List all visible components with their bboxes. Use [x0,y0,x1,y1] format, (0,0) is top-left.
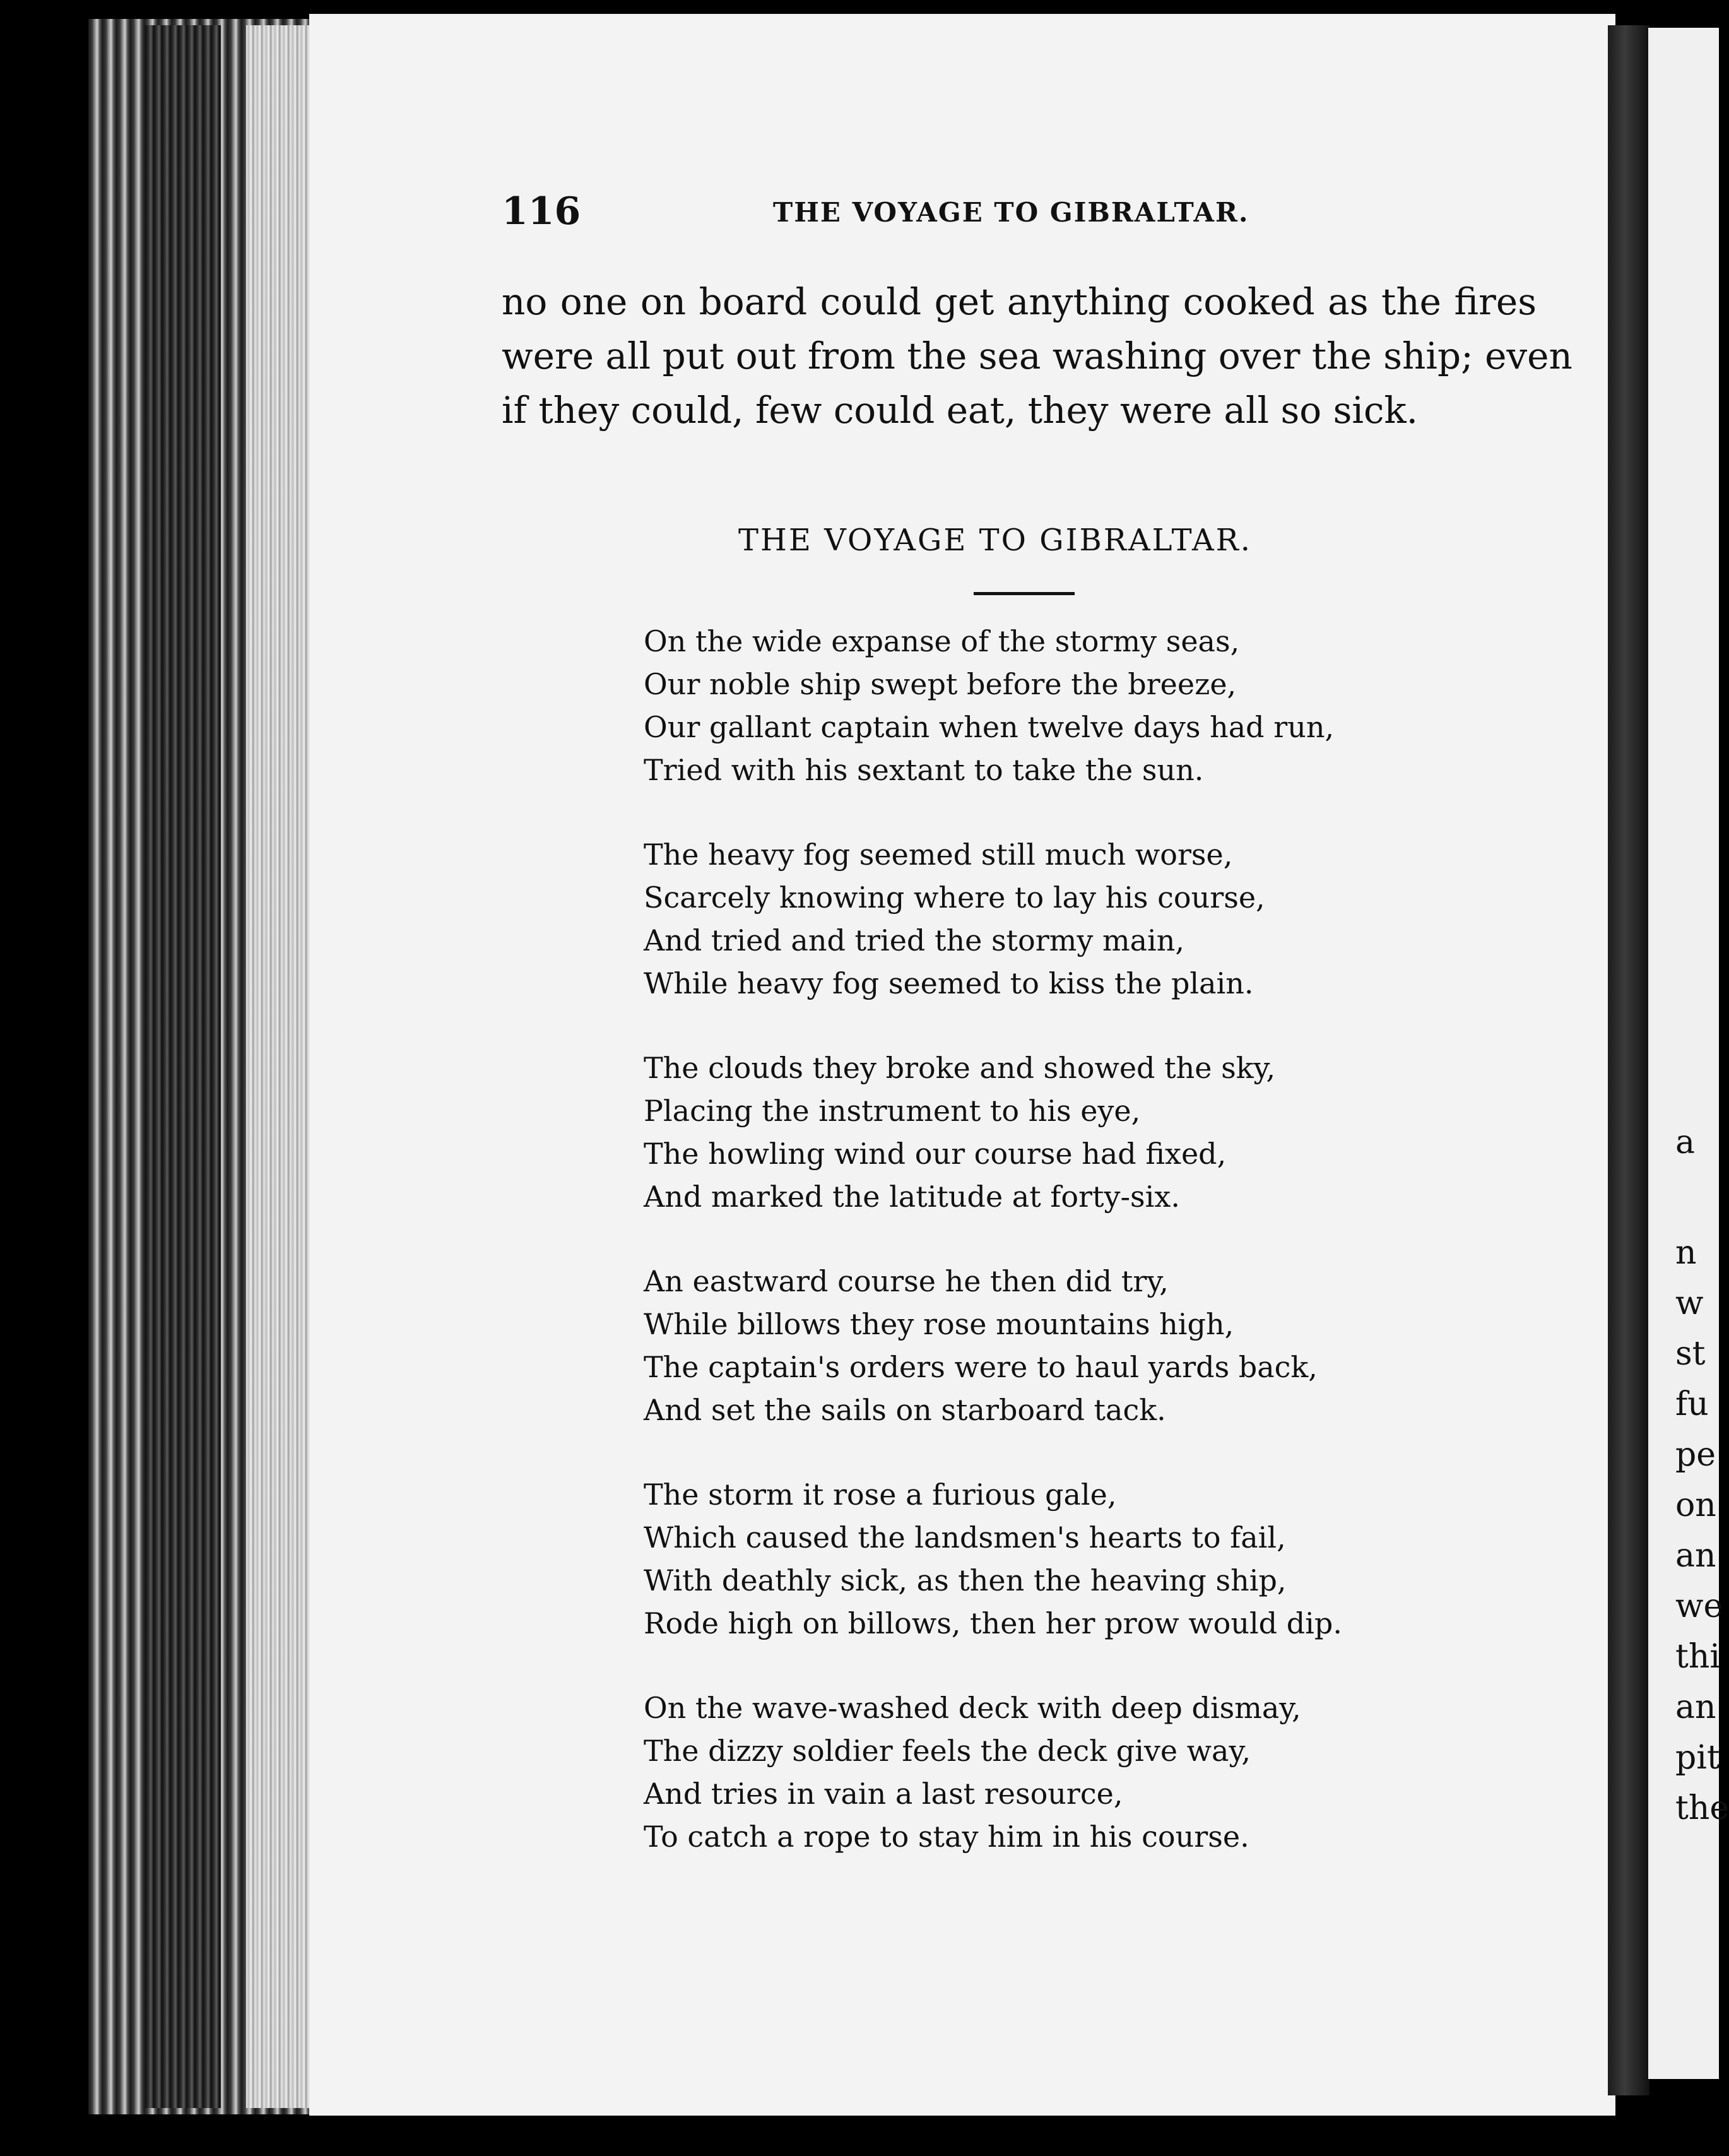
verse-line: The captain's orders were to haul yards back, [644,1350,1318,1384]
book-gutter [1608,25,1649,2095]
poem [644,620,1464,1900]
stanza [644,833,1464,1005]
verse-line: The clouds they broke and showed the sky, [644,1051,1276,1085]
verse-line: The dizzy soldier feels the deck give way, [644,1734,1251,1768]
stanza [644,1473,1464,1645]
page-edges-dark [145,25,221,2108]
prose-line: no one on board could get anything cooked as the fires [502,280,1537,323]
verse-line: And set the sails on starboard tack. [644,1393,1166,1427]
facing-fragment: on [1675,1486,1716,1524]
page-edges-light [246,25,316,2108]
verse-line: Our noble ship swept before the breeze, [644,667,1237,701]
verse-line: Scarcely knowing where to lay his course, [644,880,1265,915]
verse-line: The storm it rose a furious gale, [644,1478,1117,1512]
verse-line: And marked the latitude at forty-six. [644,1180,1180,1214]
verse-line: Placing the instrument to his eye, [644,1094,1141,1128]
page-number: 116 [502,189,581,234]
verse-line: While heavy fog seemed to kiss the plain. [644,966,1254,1000]
facing-fragment: we [1675,1587,1723,1625]
verse-line: To catch a rope to stay him in his course. [644,1820,1249,1854]
stanza [644,1260,1464,1431]
facing-fragment: st [1675,1335,1706,1373]
verse-line: On the wide expanse of the stormy seas, [644,624,1240,658]
verse-line: Rode high on billows, then her prow would dip. [644,1606,1342,1640]
facing-fragment: pit [1675,1739,1720,1777]
facing-fragment: an [1675,1688,1716,1726]
verse-line: The heavy fog seemed still much worse, [644,838,1233,872]
facing-fragment: fu [1675,1385,1709,1423]
title-rule [974,592,1075,595]
verse-line: With deathly sick, as then the heaving ship, [644,1563,1287,1597]
prose-line: were all put out from the sea washing over the ship; even [502,335,1573,377]
facing-fragment: thi [1675,1638,1721,1676]
facing-fragment: n [1675,1234,1697,1272]
running-head: THE VOYAGE TO GIBRALTAR. [773,197,1249,228]
prose-paragraph [502,275,1573,437]
page-header [502,189,1272,240]
facing-fragment: a [1675,1123,1696,1161]
verse-line: Our gallant captain when twelve days had run, [644,710,1335,744]
stanza [644,1046,1464,1218]
facing-fragment: pe [1675,1436,1716,1474]
verse-line: And tried and tried the stormy main, [644,923,1184,957]
verse-line: On the wave-washed deck with deep dismay, [644,1691,1301,1725]
poem-title: THE VOYAGE TO GIBRALTAR. [738,523,1253,558]
verse-line: While billows they rose mountains high, [644,1307,1234,1341]
verse-line: And tries in vain a last resource, [644,1777,1123,1811]
facing-fragment: w [1675,1284,1704,1322]
verse-line: An eastward course he then did try, [644,1264,1169,1298]
stanza [644,620,1464,791]
verse-line: The howling wind our course had fixed, [644,1137,1227,1171]
prose-line: if they could, few could eat, they were all so sick. [502,389,1419,432]
facing-fragment: an [1675,1537,1716,1575]
verse-line: Which caused the landsmen's hearts to fail, [644,1520,1286,1555]
facing-fragment: the [1675,1789,1729,1827]
stanza [644,1686,1464,1858]
verse-line: Tried with his sextant to take the sun. [644,753,1204,787]
